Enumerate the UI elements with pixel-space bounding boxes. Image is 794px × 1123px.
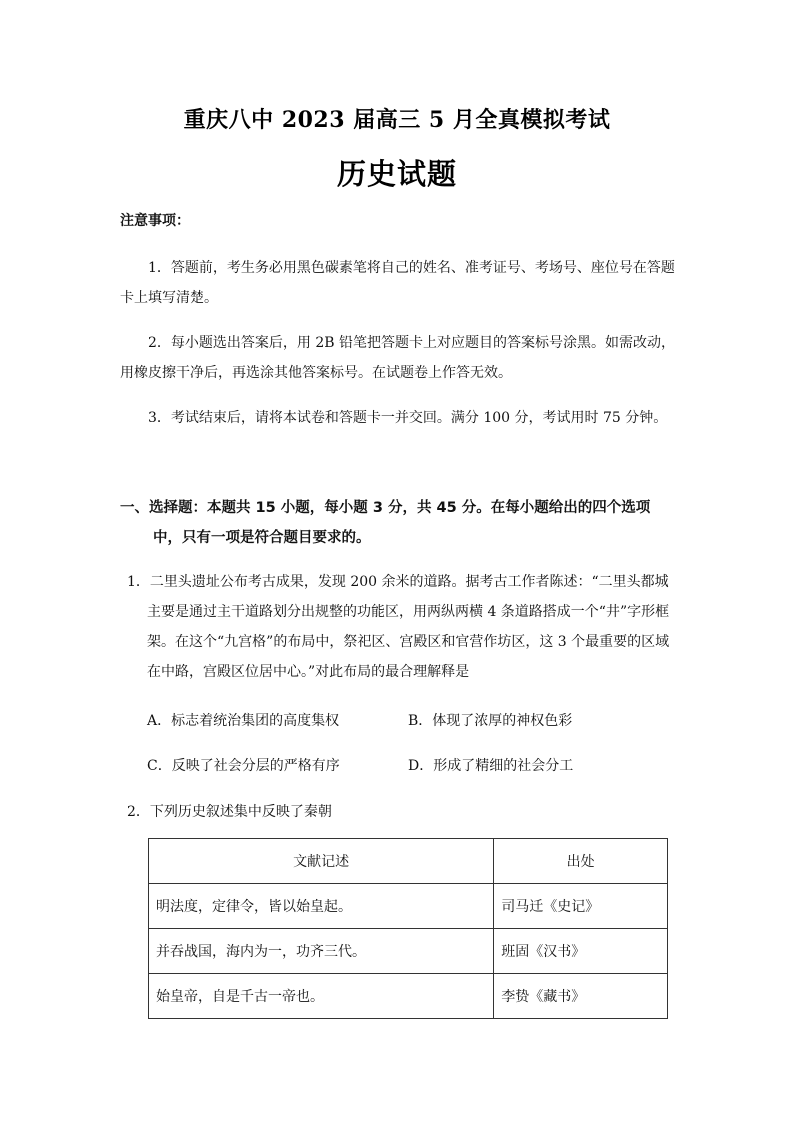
notice-heading: 注意事项：	[120, 213, 190, 229]
question-1-option-b: B．体现了浓厚的神权色彩	[408, 713, 573, 729]
question-1-option-a: A．标志着统治集团的高度集权	[147, 713, 340, 729]
section-heading-line1: 一、选择题：本题共 15 小题，每小题 3 分，共 45 分。在每小题给出的四个选项	[120, 500, 651, 516]
section-heading	[120, 493, 680, 553]
table-row	[149, 974, 668, 1019]
question-2-stem: 2．下列历史叙述集中反映了秦朝	[127, 804, 332, 820]
table-cell-record: 并吞战国，海内为一，功齐三代。	[149, 929, 494, 974]
table-cell-record: 始皇帝，自是千古一帝也。	[149, 974, 494, 1019]
source-table	[148, 838, 668, 1019]
table-cell-source: 司马迁《史记》	[494, 884, 668, 929]
table-header-record: 文献记述	[149, 839, 494, 884]
exam-title: 重庆八中 2023 届高三 5 月全真模拟考试	[183, 107, 611, 133]
question-1-option-d: D．形成了精细的社会分工	[408, 758, 574, 774]
question-1	[127, 567, 675, 687]
notice-item-3: 3．考试结束后，请将本试卷和答题卡一并交回。满分 100 分，考试用时 75 分钟。	[148, 410, 668, 426]
table-row	[149, 929, 668, 974]
table-cell-source: 班固《汉书》	[494, 929, 668, 974]
table-cell-source: 李贽《藏书》	[494, 974, 668, 1019]
question-1-stem: 1．二里头遗址公布考古成果，发现 200 余米的道路。据考古工作者陈述：“二里头都城主要是通过主干道路划分出规整的功能区，用两纵两横 4 条道路搭成一个“井”字形框架。在这个“九宫格”的布局中，祭祀区、宫殿区和官营作坊区，这 3 个最重要的区域在中路，宫殿区位居中心。”对此布局的最合理解释是	[127, 574, 670, 680]
table-header-row	[149, 839, 668, 884]
table-row	[149, 884, 668, 929]
table-header-source: 出处	[494, 839, 668, 884]
table-cell-record: 明法度，定律令，皆以始皇起。	[149, 884, 494, 929]
notice-item-1: 1．答题前，考生务必用黑色碳素笔将自己的姓名、准考证号、考场号、座位号在答题卡上填写清楚。	[120, 260, 675, 306]
section-heading-line2: 中，只有一项是符合题目要求的。	[153, 530, 371, 546]
question-1-option-c: C．反映了社会分层的严格有序	[147, 758, 340, 774]
notice-item-2: 2．每小题选出答案后，用 2B 铅笔把答题卡上对应题目的答案标号涂黑。如需改动，用橡皮擦干净后，再选涂其他答案标号。在试题卷上作答无效。	[120, 335, 676, 381]
subject-title: 历史试题	[336, 157, 457, 191]
